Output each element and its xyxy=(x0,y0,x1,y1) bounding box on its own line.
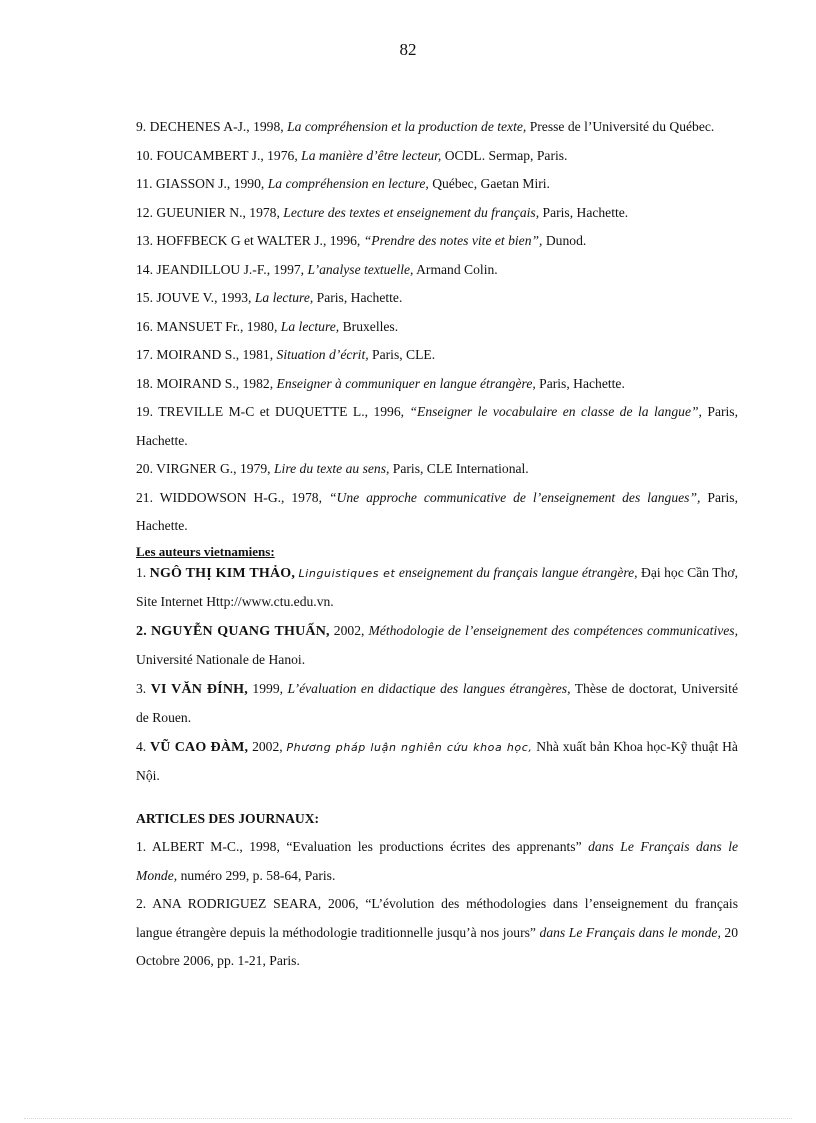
vietnamese-reference-entry: 1. NGÔ THỊ KIM THẢO, Linguistiques et enseignement du français langue étrangère, Đại học Cần Thơ, Site Internet Http://www.ctu.edu.vn. xyxy=(136,564,738,609)
page-number: 82 xyxy=(399,40,417,59)
reference-entry: 13. HOFFBECK G et WALTER J., 1996, “Prendre des notes vite et bien”, Dunod. xyxy=(136,233,587,248)
section-title-articles: ARTICLES DES JOURNAUX: xyxy=(136,810,320,826)
vietnamese-reference-entry: 4. VŨ CAO ĐÀM, 2002, Phương pháp luận nghiên cứu khoa học, Nhà xuất bản Khoa học-Kỹ thuật Hà Nội. xyxy=(136,738,738,783)
reference-entry: 20. VIRGNER G., 1979, Lire du texte au sens, Paris, CLE International. xyxy=(136,461,529,476)
reference-entry: 21. WIDDOWSON H-G., 1978, “Une approche communicative de l’enseignement des langues”, Paris, Hachette. xyxy=(136,489,738,533)
reference-entry: 15. JOUVE V., 1993, La lecture, Paris, Hachette. xyxy=(136,290,403,305)
reference-entry: 9. DECHENES A-J., 1998, La compréhension et la production de texte, Presse de l’Université du Québec. xyxy=(136,119,715,134)
reference-entry: 10. FOUCAMBERT J., 1976, La manière d’être lecteur, OCDL. Sermap, Paris. xyxy=(136,147,568,163)
article-entry: 1. ALBERT M-C., 1998, “Evaluation les productions écrites des apprenants” dans Le Français dans le Monde, numéro 299, p. 58-64, Paris. xyxy=(136,839,739,883)
section-spacer xyxy=(136,791,738,805)
reference-entry: 11. GIASSON J., 1990, La compréhension en lecture, Québec, Gaetan Miri. xyxy=(136,176,550,191)
reference-entry: 19. TREVILLE M-C et DUQUETTE L., 1996, “Enseigner le vocabulaire en classe de la langue”, Paris, Hachette. xyxy=(136,404,738,448)
bibliography xyxy=(136,113,738,976)
reference-entry: 16. MANSUET Fr., 1980, La lecture, Bruxelles. xyxy=(136,318,399,334)
reference-entry: 12. GUEUNIER N., 1978, Lecture des textes et enseignement du français, Paris, Hachette. xyxy=(136,204,629,220)
reference-entry: 17. MOIRAND S., 1981, Situation d’écrit, Paris, CLE. xyxy=(136,347,436,362)
reference-entry: 14. JEANDILLOU J.-F., 1997, L’analyse textuelle, Armand Colin. xyxy=(136,261,498,277)
page-bottom-divider xyxy=(24,1118,792,1119)
vietnamese-reference-entry: 2. NGUYỄN QUANG THUẤN, 2002, Méthodologie de l’enseignement des compétences communicatives, Université Nationale de Hanoi. xyxy=(136,622,738,667)
reference-entry: 18. MOIRAND S., 1982, Enseigner à communiquer en langue étrangère, Paris, Hachette. xyxy=(136,375,625,391)
article-entry: 2. ANA RODRIGUEZ SEARA, 2006, “L’évolution des méthodologies dans l’enseignement du français langue étrangère depuis la méthodologie traditionnelle jusqu’à nos jours” dans Le Français dans le monde, 20 Octobre 2006, pp. 1-21, Paris. xyxy=(136,896,739,968)
vietnamese-reference-entry: 3. VI VĂN ĐÍNH, 1999, L’évaluation en didactique des langues étrangères, Thèse de doctorat, Université de Rouen. xyxy=(136,680,738,725)
section-title-vietnamese-authors: Les auteurs vietnamiens: xyxy=(136,543,275,559)
